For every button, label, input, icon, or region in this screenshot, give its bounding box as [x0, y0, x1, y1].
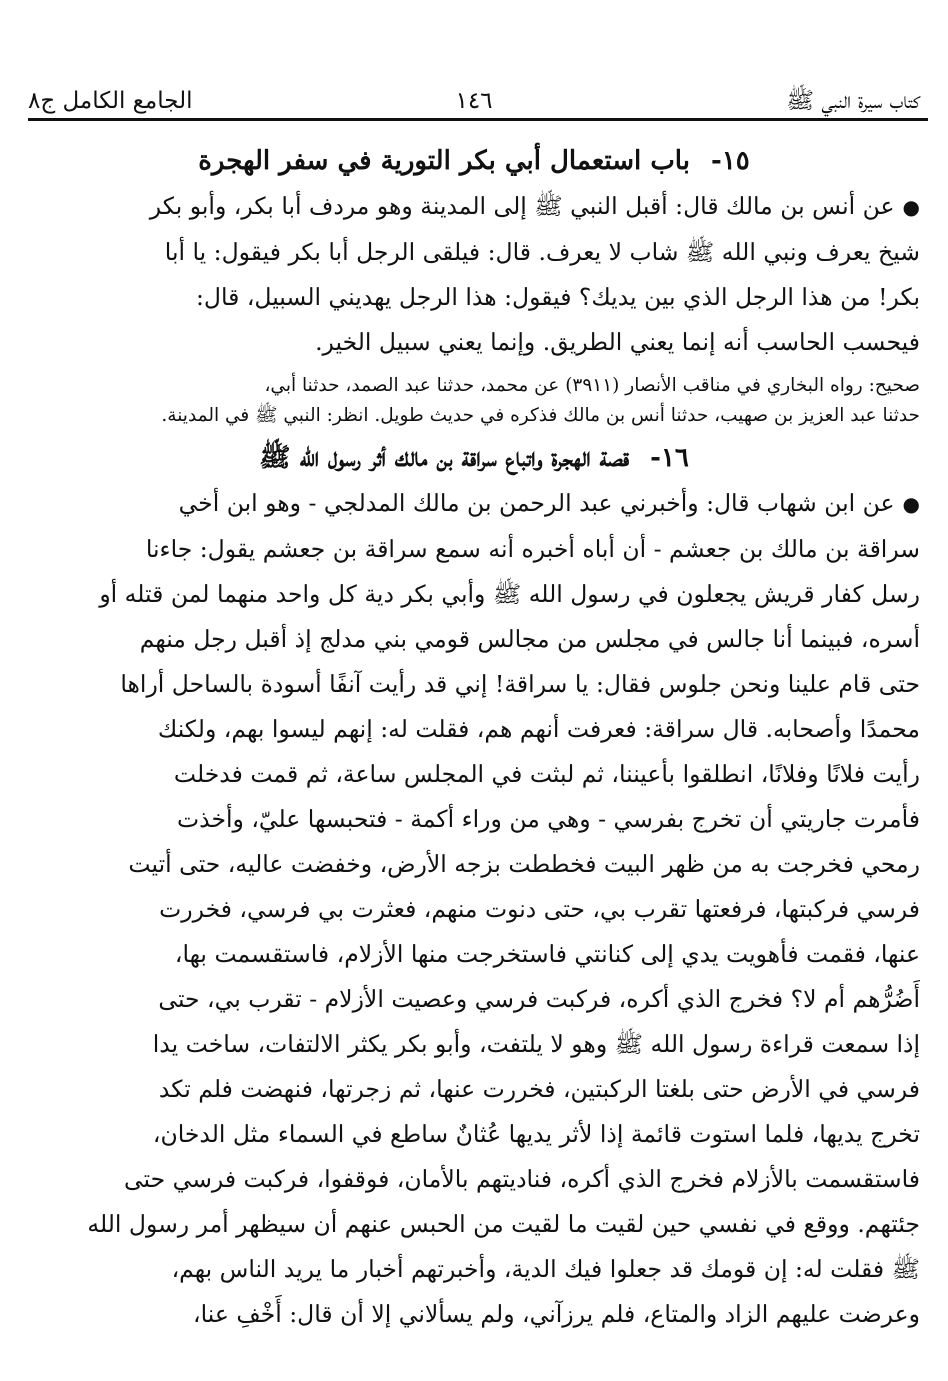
takhrij-note — [28, 371, 920, 431]
book-title: كتاب سيرة النبي ﷺ — [786, 88, 920, 114]
header-rule — [28, 118, 928, 121]
section-heading-16 — [28, 437, 920, 479]
text-line: عنها، فقمت فأهويت يدي إلى كنانتي فاستخرجت منها الأزلام، فاستقسمت بها، — [174, 940, 920, 968]
hadith-text — [28, 184, 920, 365]
page-body — [28, 140, 920, 1337]
page-number: ١٤٦ — [455, 88, 493, 114]
text-line: أَضُرُّهم أم لا؟ فخرج الذي أكره، فركبت فرسي وعصيت الأزلام - تقرب بي، حتى — [158, 985, 920, 1013]
section-number: ١٥- — [711, 146, 750, 176]
text-line: سراقة بن مالك بن جعشم - أن أباه أخبره أنه سمع سراقة بن جعشم يقول: جاءنا — [145, 535, 920, 563]
section-title: قصة الهجرة واتباع سراقة بن مالك أثر رسول الله ﷺ — [259, 443, 630, 473]
text-line: محمدًا وأصحابه. قال سراقة: فعرفت أنهم هم، فقلت له: إنهم ليسوا بهم، ولكنك — [157, 715, 920, 743]
section-heading-15 — [28, 140, 920, 182]
bullet-icon: ● — [902, 195, 920, 219]
running-header — [28, 66, 920, 116]
text-line: شيخ يعرف ونبي الله ﷺ شاب لا يعرف. قال: فيلقى الرجل أبا بكر فيقول: يا أبا — [164, 238, 920, 266]
text-line: ●عن أنس بن مالك قال: أقبل النبي ﷺ إلى المدينة وهو مردف أبا بكر، وأبو بكر — [149, 192, 920, 220]
text-line: جئتهم. ووقع في نفسي حين لقيت ما لقيت من الحبس عنهم أن سيظهر أمر رسول الله — [87, 1210, 920, 1238]
text-line: ●عن ابن شهاب قال: وأخبرني عبد الرحمن بن مالك المدلجي - وهو ابن أخي — [178, 489, 920, 517]
text-line: حتى قام علينا ونحن جلوس فقال: يا سراقة! إني قد رأيت آنفًا أسودة بالساحل أراها — [120, 670, 920, 698]
hadith-text — [28, 481, 920, 1337]
text-line: ﷺ فقلت له: إن قومك قد جعلوا فيك الدية، وأخبرتهم أخبار ما يريد الناس بهم، — [171, 1255, 920, 1283]
text-line: فيحسب الحاسب أنه إنما يعني الطريق. وإنما يعني سبيل الخير. — [315, 328, 920, 356]
text-line: أسره، فبينما أنا جالس في مجلس من مجالس قومي بني مدلج إذ أقبل رجل منهم — [139, 625, 920, 653]
text-line: رمحي فخرجت به من ظهر البيت فخططت بزجه الأرض، وخفضت عاليه، حتى أتيت — [128, 850, 920, 878]
text-line: فاستقسمت بالأزلام فخرج الذي أكره، فناديتهم بالأمان، فوقفوا، فركبت فرسي حتى — [123, 1165, 920, 1193]
bullet-icon: ● — [902, 492, 920, 516]
text-line: فرسي في الأرض حتى بلغتا الركبتين، فخررت عنها، ثم زجرتها، فنهضت فلم تكد — [158, 1075, 920, 1103]
note-line: صحيح: رواه البخاري في مناقب الأنصار (٣٩١١) عن محمد، حدثنا عبد الصمد، حدثنا أبي، — [264, 375, 920, 396]
text-line: فأمرت جاريتي أن تخرج بفرسي - وهي من وراء أكمة - فتحبسها عليّ، وأخذت — [177, 805, 920, 833]
text-line: فرسي فركبتها، فرفعتها تقرب بي، حتى دنوت منهم، فعثرت بي فرسي، فخررت — [159, 895, 920, 923]
text-line: رأيت فلانًا وفلانًا، انطلقوا بأعيننا، ثم لبثت في المجلس ساعة، ثم قمت فدخلت — [173, 760, 920, 788]
note-line: حدثنا عبد العزيز بن صهيب، حدثنا أنس بن مالك فذكره في حديث طويل. انظر: النبي ﷺ في المدينة. — [161, 405, 920, 426]
section-title: باب استعمال أبي بكر التورية في سفر الهجرة — [198, 146, 690, 176]
text-line: تخرج يديها، فلما استوت قائمة إذا لأثر يديها عُثانٌ ساطع في السماء مثل الدخان، — [152, 1120, 920, 1148]
text-line: إذا سمعت قراءة رسول الله ﷺ وهو لا يلتفت، وأبو بكر يكثر الالتفات، ساخت يدا — [152, 1030, 920, 1058]
text-line: رسل كفار قريش يجعلون في رسول الله ﷺ وأبي بكر دية كل واحد منهما لمن قتله أو — [99, 580, 920, 608]
text-line: وعرضت عليهم الزاد والمتاع، فلم يرزآني، ولم يسألاني إلا أن قال: أَخْفِ عنا، — [193, 1300, 920, 1328]
text-line: بكر! من هذا الرجل الذي بين يديك؟ فيقول: هذا الرجل يهديني السبيل، قال: — [195, 283, 920, 311]
volume-title: الجامع الكامل ج٨ — [28, 88, 193, 114]
section-number: ١٦- — [650, 443, 689, 473]
